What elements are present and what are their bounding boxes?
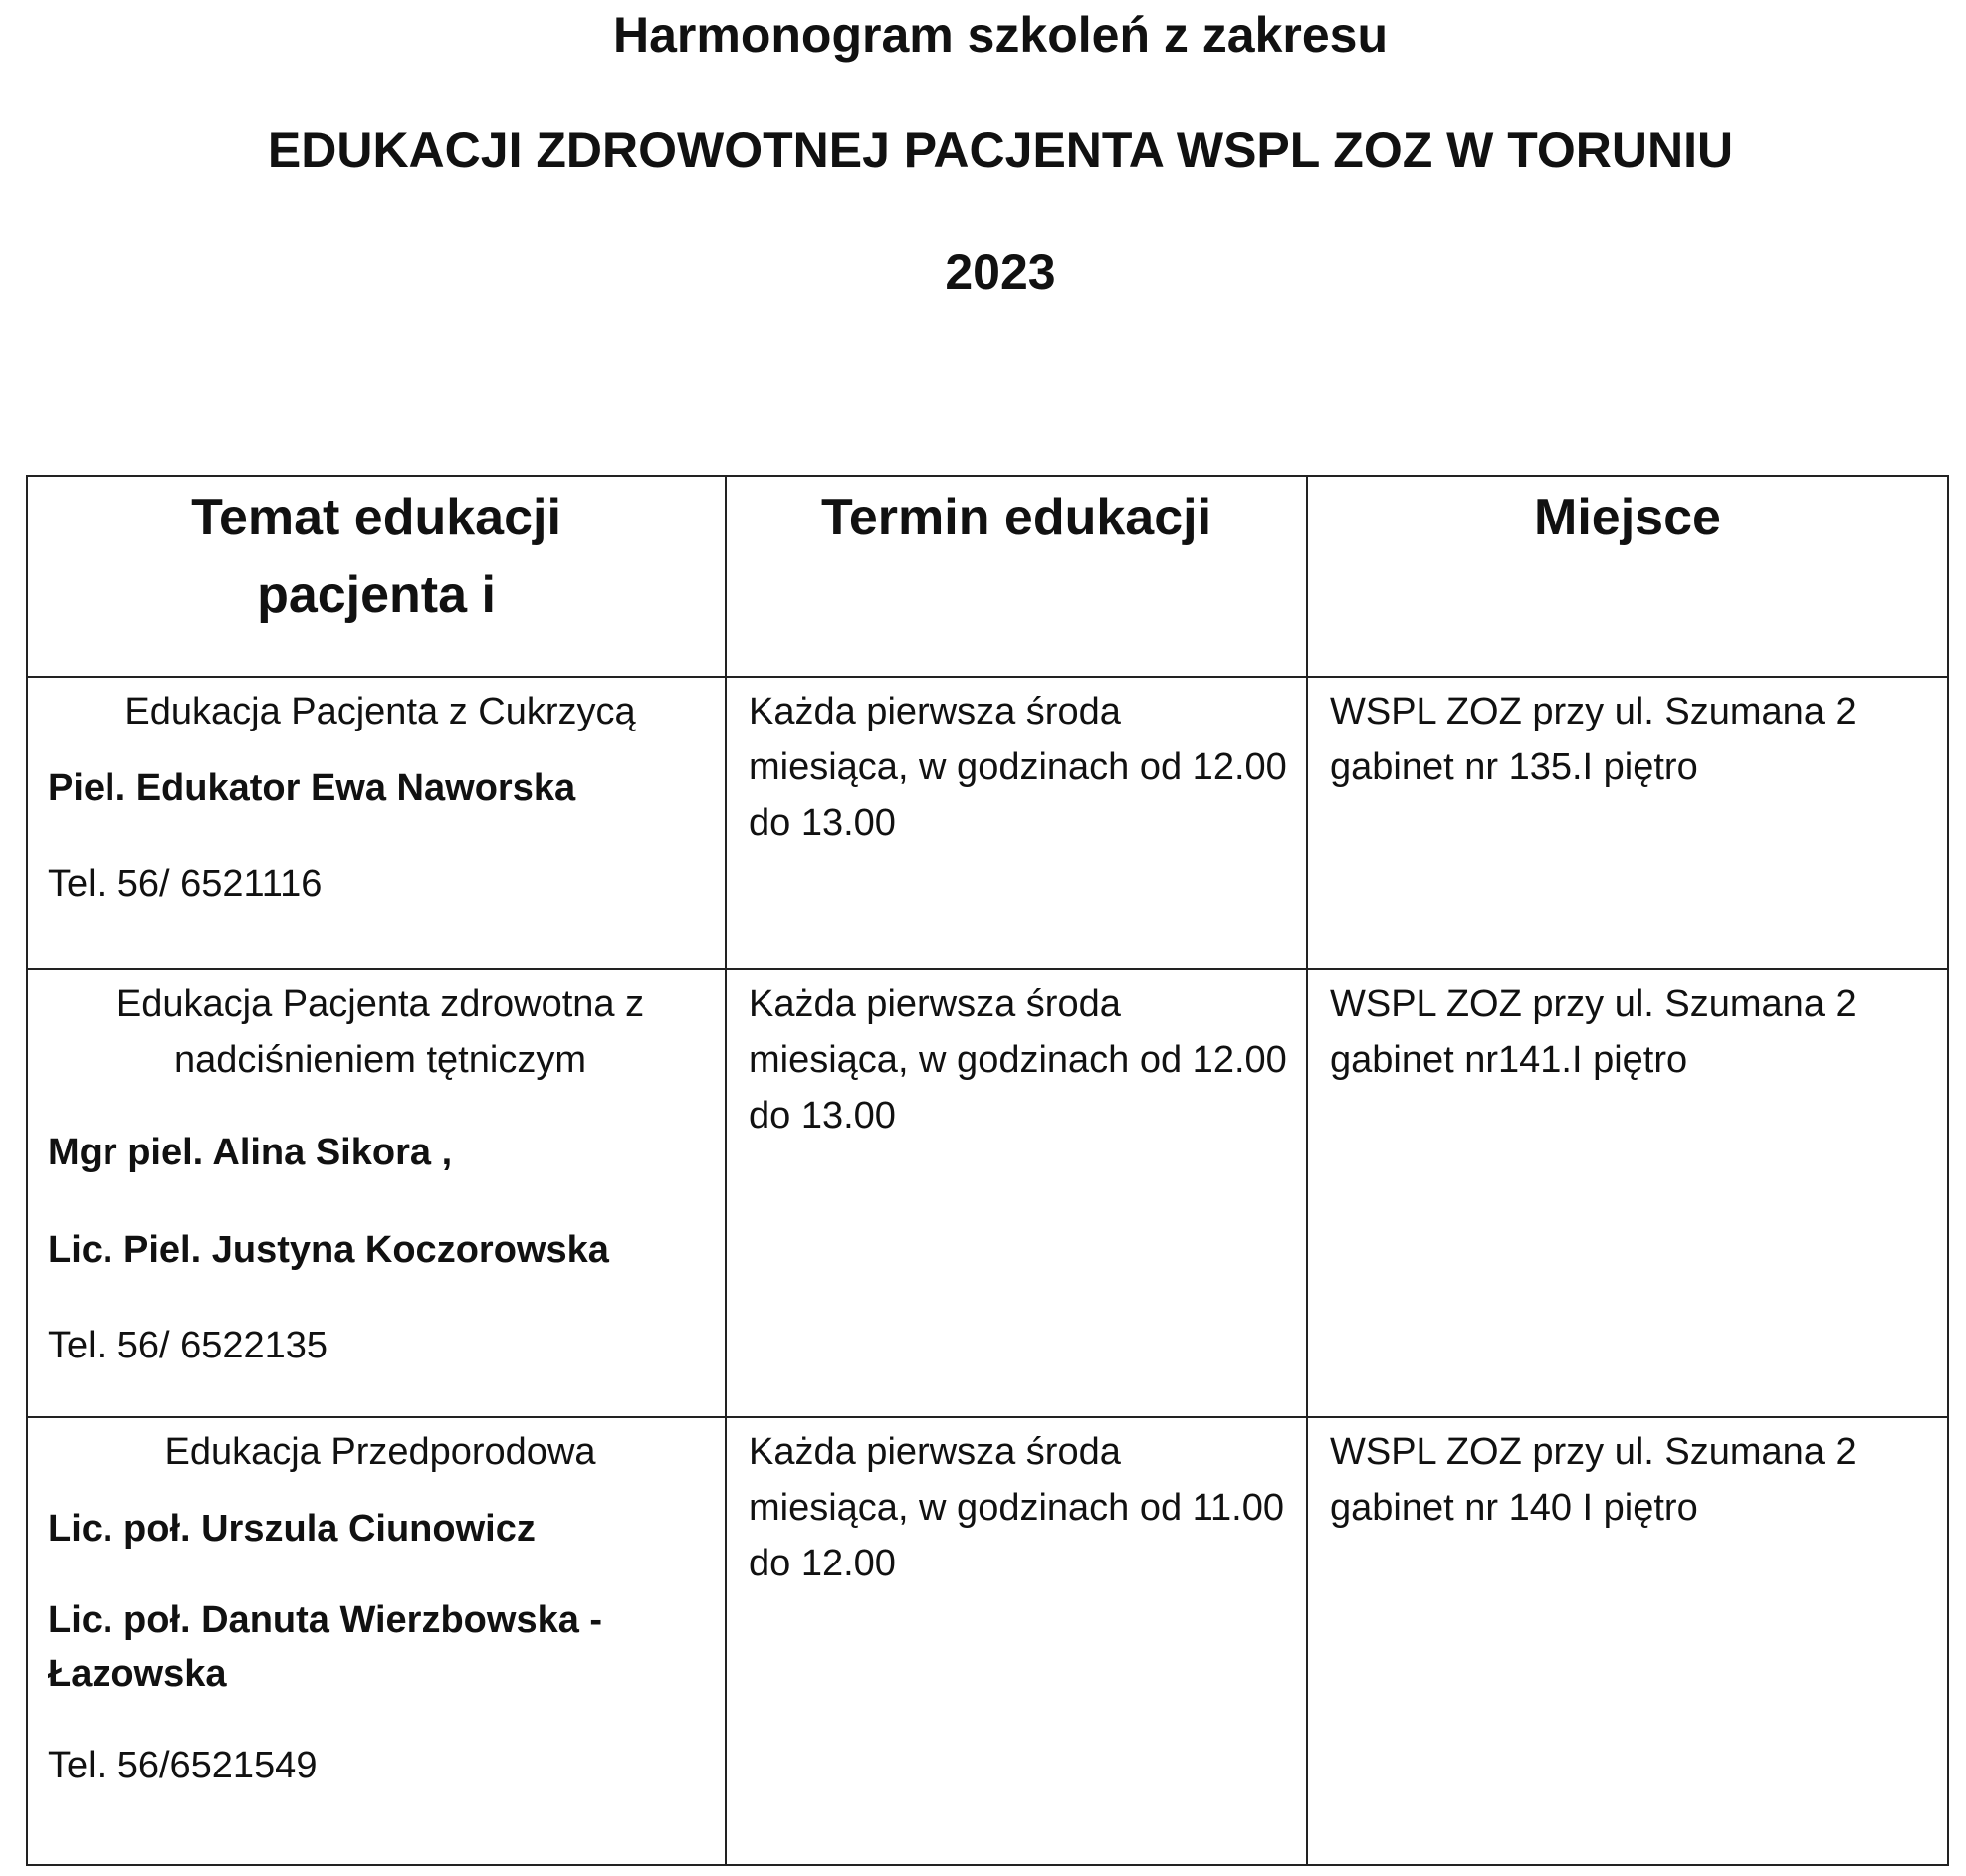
topic-name: Edukacja Pacjenta z Cukrzycą	[124, 691, 636, 732]
schedule-table	[26, 475, 1949, 1866]
educator-name: Lic. poł. Urszula Ciunowicz	[48, 1508, 536, 1550]
topic-cell	[27, 677, 726, 969]
topic-cell	[27, 969, 726, 1417]
phone-number: Tel. 56/ 6522135	[48, 1325, 328, 1366]
topic-cell	[27, 1417, 726, 1865]
table-row	[27, 677, 1948, 969]
table-row	[27, 969, 1948, 1417]
column-header-term: Termin edukacji	[726, 476, 1307, 677]
topic-name: Edukacja Przedporodowa	[164, 1431, 596, 1473]
table-header-row	[27, 476, 1948, 677]
educator-name: Mgr piel. Alina Sikora ,	[48, 1132, 453, 1173]
phone-number: Tel. 56/6521549	[48, 1745, 318, 1786]
term-cell: Każda pierwsza środa miesiąca, w godzinach od 12.00 do 13.00	[726, 969, 1307, 1417]
column-header-topic: Temat edukacji pacjenta i	[27, 476, 726, 677]
place-cell: WSPL ZOZ przy ul. Szumana 2 gabinet nr 140 I piętro	[1307, 1417, 1948, 1865]
educator-name: Lic. poł. Danuta Wierzbowska - Łazowska	[48, 1599, 603, 1695]
title-line-2: EDUKACJI ZDROWOTNEJ PACJENTA WSPL ZOZ W TORUNIU	[267, 122, 1734, 178]
place-cell: WSPL ZOZ przy ul. Szumana 2 gabinet nr 135.I piętro	[1307, 677, 1948, 969]
educator-name: Piel. Edukator Ewa Naworska	[48, 767, 576, 809]
title-year: 2023	[945, 244, 1056, 300]
column-header-place: Miejsce	[1307, 476, 1948, 677]
table-row	[27, 1417, 1948, 1865]
place-cell: WSPL ZOZ przy ul. Szumana 2 gabinet nr141.I piętro	[1307, 969, 1948, 1417]
educator-name: Lic. Piel. Justyna Koczorowska	[48, 1229, 609, 1271]
title-line-1: Harmonogram szkoleń z zakresu	[612, 7, 1389, 63]
phone-number: Tel. 56/ 6521116	[48, 863, 323, 905]
term-cell: Każda pierwsza środa miesiąca, w godzinach od 12.00 do 13.00	[726, 677, 1307, 969]
topic-name: Edukacja Pacjenta zdrowotna z nadciśnieniem tętniczym	[115, 983, 645, 1081]
term-cell: Każda pierwsza środa miesiąca, w godzinach od 11.00 do 12.00	[726, 1417, 1307, 1865]
